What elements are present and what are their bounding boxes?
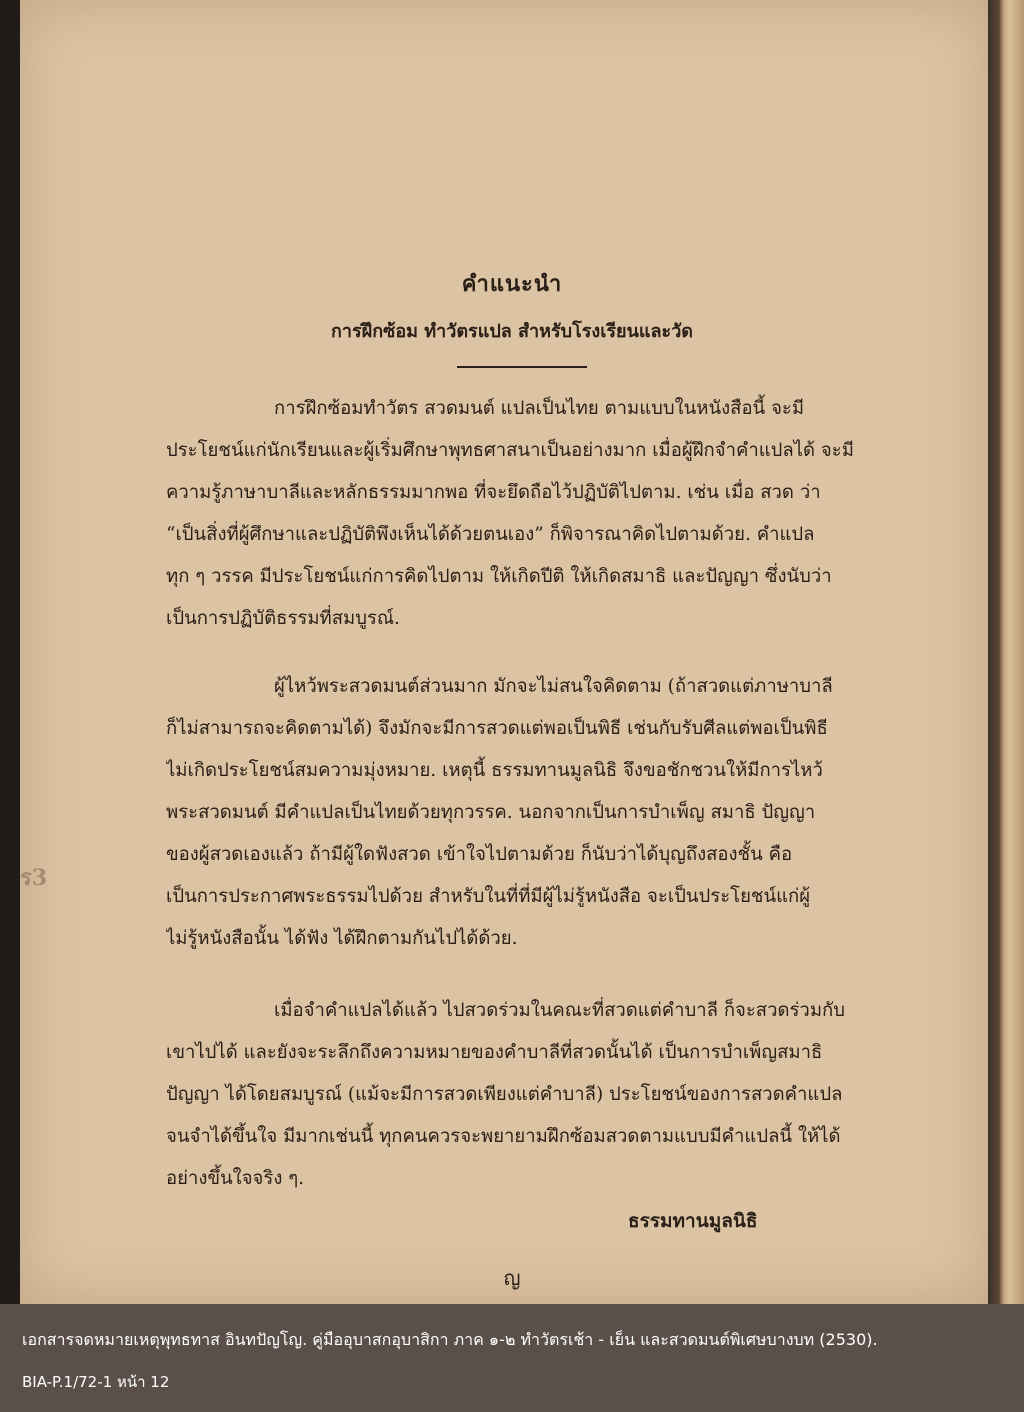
paragraph-line: ประโยชน์แก่นักเรียนและผู้เริ่มศึกษาพุทธศาสนาเป็นอย่างมาก เมื่อผู้ฝึกจำคำแปลได้ จะมี — [166, 440, 854, 461]
paragraph-line: เป็นการปฏิบัติธรรมที่สมบูรณ์. — [166, 608, 400, 629]
paragraph-line: ความรู้ภาษาบาลีและหลักธรรมมากพอ ที่จะยึดถือไว้ปฏิบัติไปตาม. เช่น เมื่อ สวด ว่า — [166, 482, 821, 503]
paragraph-line: พระสวดมนต์ มีคำแปลเป็นไทยด้วยทุกวรรค. นอกจากเป็นการบำเพ็ญ สมาธิ ปัญญา — [166, 802, 816, 823]
signature: ธรรมทานมูลนิธิ — [628, 1210, 758, 1232]
paragraph-line: ไม่เกิดประโยชน์สมความมุ่งหมาย. เหตุนี้ ธรรมทานมูลนิธิ จึงขอชักชวนให้มีการไหว้ — [166, 760, 823, 781]
page-number: ญ — [503, 1266, 521, 1290]
paragraph-line: ไม่รู้หนังสือนั้น ได้ฟัง ได้ฝึกตามกันไปได้ด้วย. — [166, 928, 518, 949]
paragraph-line: อย่างขึ้นใจจริง ๆ. — [166, 1168, 305, 1189]
caption-text: เอกสารจดหมายเหตุพุทธทาส อินทปัญโญ. คู่มืออุบาสกอุบาสิกา ภาค ๑-๒ ทำวัตรเช้า - เย็น และสวดมนต์พิเศษบางบท (2530). — [22, 1330, 878, 1349]
adjacent-page-edge — [988, 0, 1024, 1304]
paragraph-line: จนจำได้ขึ้นใจ มีมากเช่นนี้ ทุกคนควรจะพยายามฝึกซ้อมสวดตามแบบมีคำแปลนี้ ให้ได้ — [166, 1126, 841, 1147]
paragraph-line: ทุก ๆ วรรค มีประโยชน์แก่การคิดไปตาม ให้เกิดปีติ ให้เกิดสมาธิ และปัญญา ซึ่งนับว่า — [166, 566, 832, 587]
reference-text: BIA-P.1/72-1 หน้า 12 — [22, 1373, 170, 1391]
paragraph-line: เมื่อจำคำแปลได้แล้ว ไปสวดร่วมในคณะที่สวดแต่คำบาลี ก็จะสวดร่วมกับ — [274, 1000, 845, 1021]
paragraph-1 — [166, 388, 894, 640]
paragraph-line: ของผู้สวดเองแล้ว ถ้ามีผู้ใดฟังสวด เข้าใจไปตามด้วย ก็นับว่าได้บุญถึงสองชั้น คือ — [166, 844, 793, 865]
page-subtitle: การฝึกซ้อม ทำวัตรแปล สำหรับโรงเรียนและวัด — [331, 321, 693, 342]
caption-bar — [0, 1304, 1024, 1412]
paragraph-line: “เป็นสิ่งที่ผู้ศึกษาและปฏิบัติพึงเห็นได้ด้วยตนเอง” ก็พิจารณาคิดไปตามด้วย. คำแปล — [166, 524, 815, 545]
paragraph-3 — [166, 990, 894, 1200]
paragraph-2 — [166, 666, 894, 960]
page-title: คำแนะนำ — [461, 271, 563, 297]
margin-mark: ร3 — [20, 865, 48, 891]
paragraph-line: เป็นการประกาศพระธรรมไปด้วย สำหรับในที่ที่มีผู้ไม่รู้หนังสือ จะเป็นประโยชน์แก่ผู้ — [166, 886, 811, 907]
paragraph-line: การฝึกซ้อมทำวัตร สวดมนต์ แปลเป็นไทย ตามแบบในหนังสือนี้ จะมี — [274, 398, 805, 419]
title-divider — [457, 366, 587, 368]
paragraph-line: ก็ไม่สามารถจะคิดตามได้) จึงมักจะมีการสวดแต่พอเป็นพิธี เช่นกับรับศีลแต่พอเป็นพิธี — [166, 718, 828, 739]
paragraph-line: เขาไปได้ และยังจะระลึกถึงความหมายของคำบาลีที่สวดนั้นได้ เป็นการบำเพ็ญสมาธิ — [166, 1042, 823, 1063]
paragraph-line: ผู้ไหว้พระสวดมนต์ส่วนมาก มักจะไม่สนใจคิดตาม (ถ้าสวดแต่ภาษาบาลี — [274, 676, 833, 697]
paragraph-line: ปัญญา ได้โดยสมบูรณ์ (แม้จะมีการสวดเพียงแต่คำบาลี) ประโยชน์ของการสวดคำแปล — [166, 1084, 843, 1105]
